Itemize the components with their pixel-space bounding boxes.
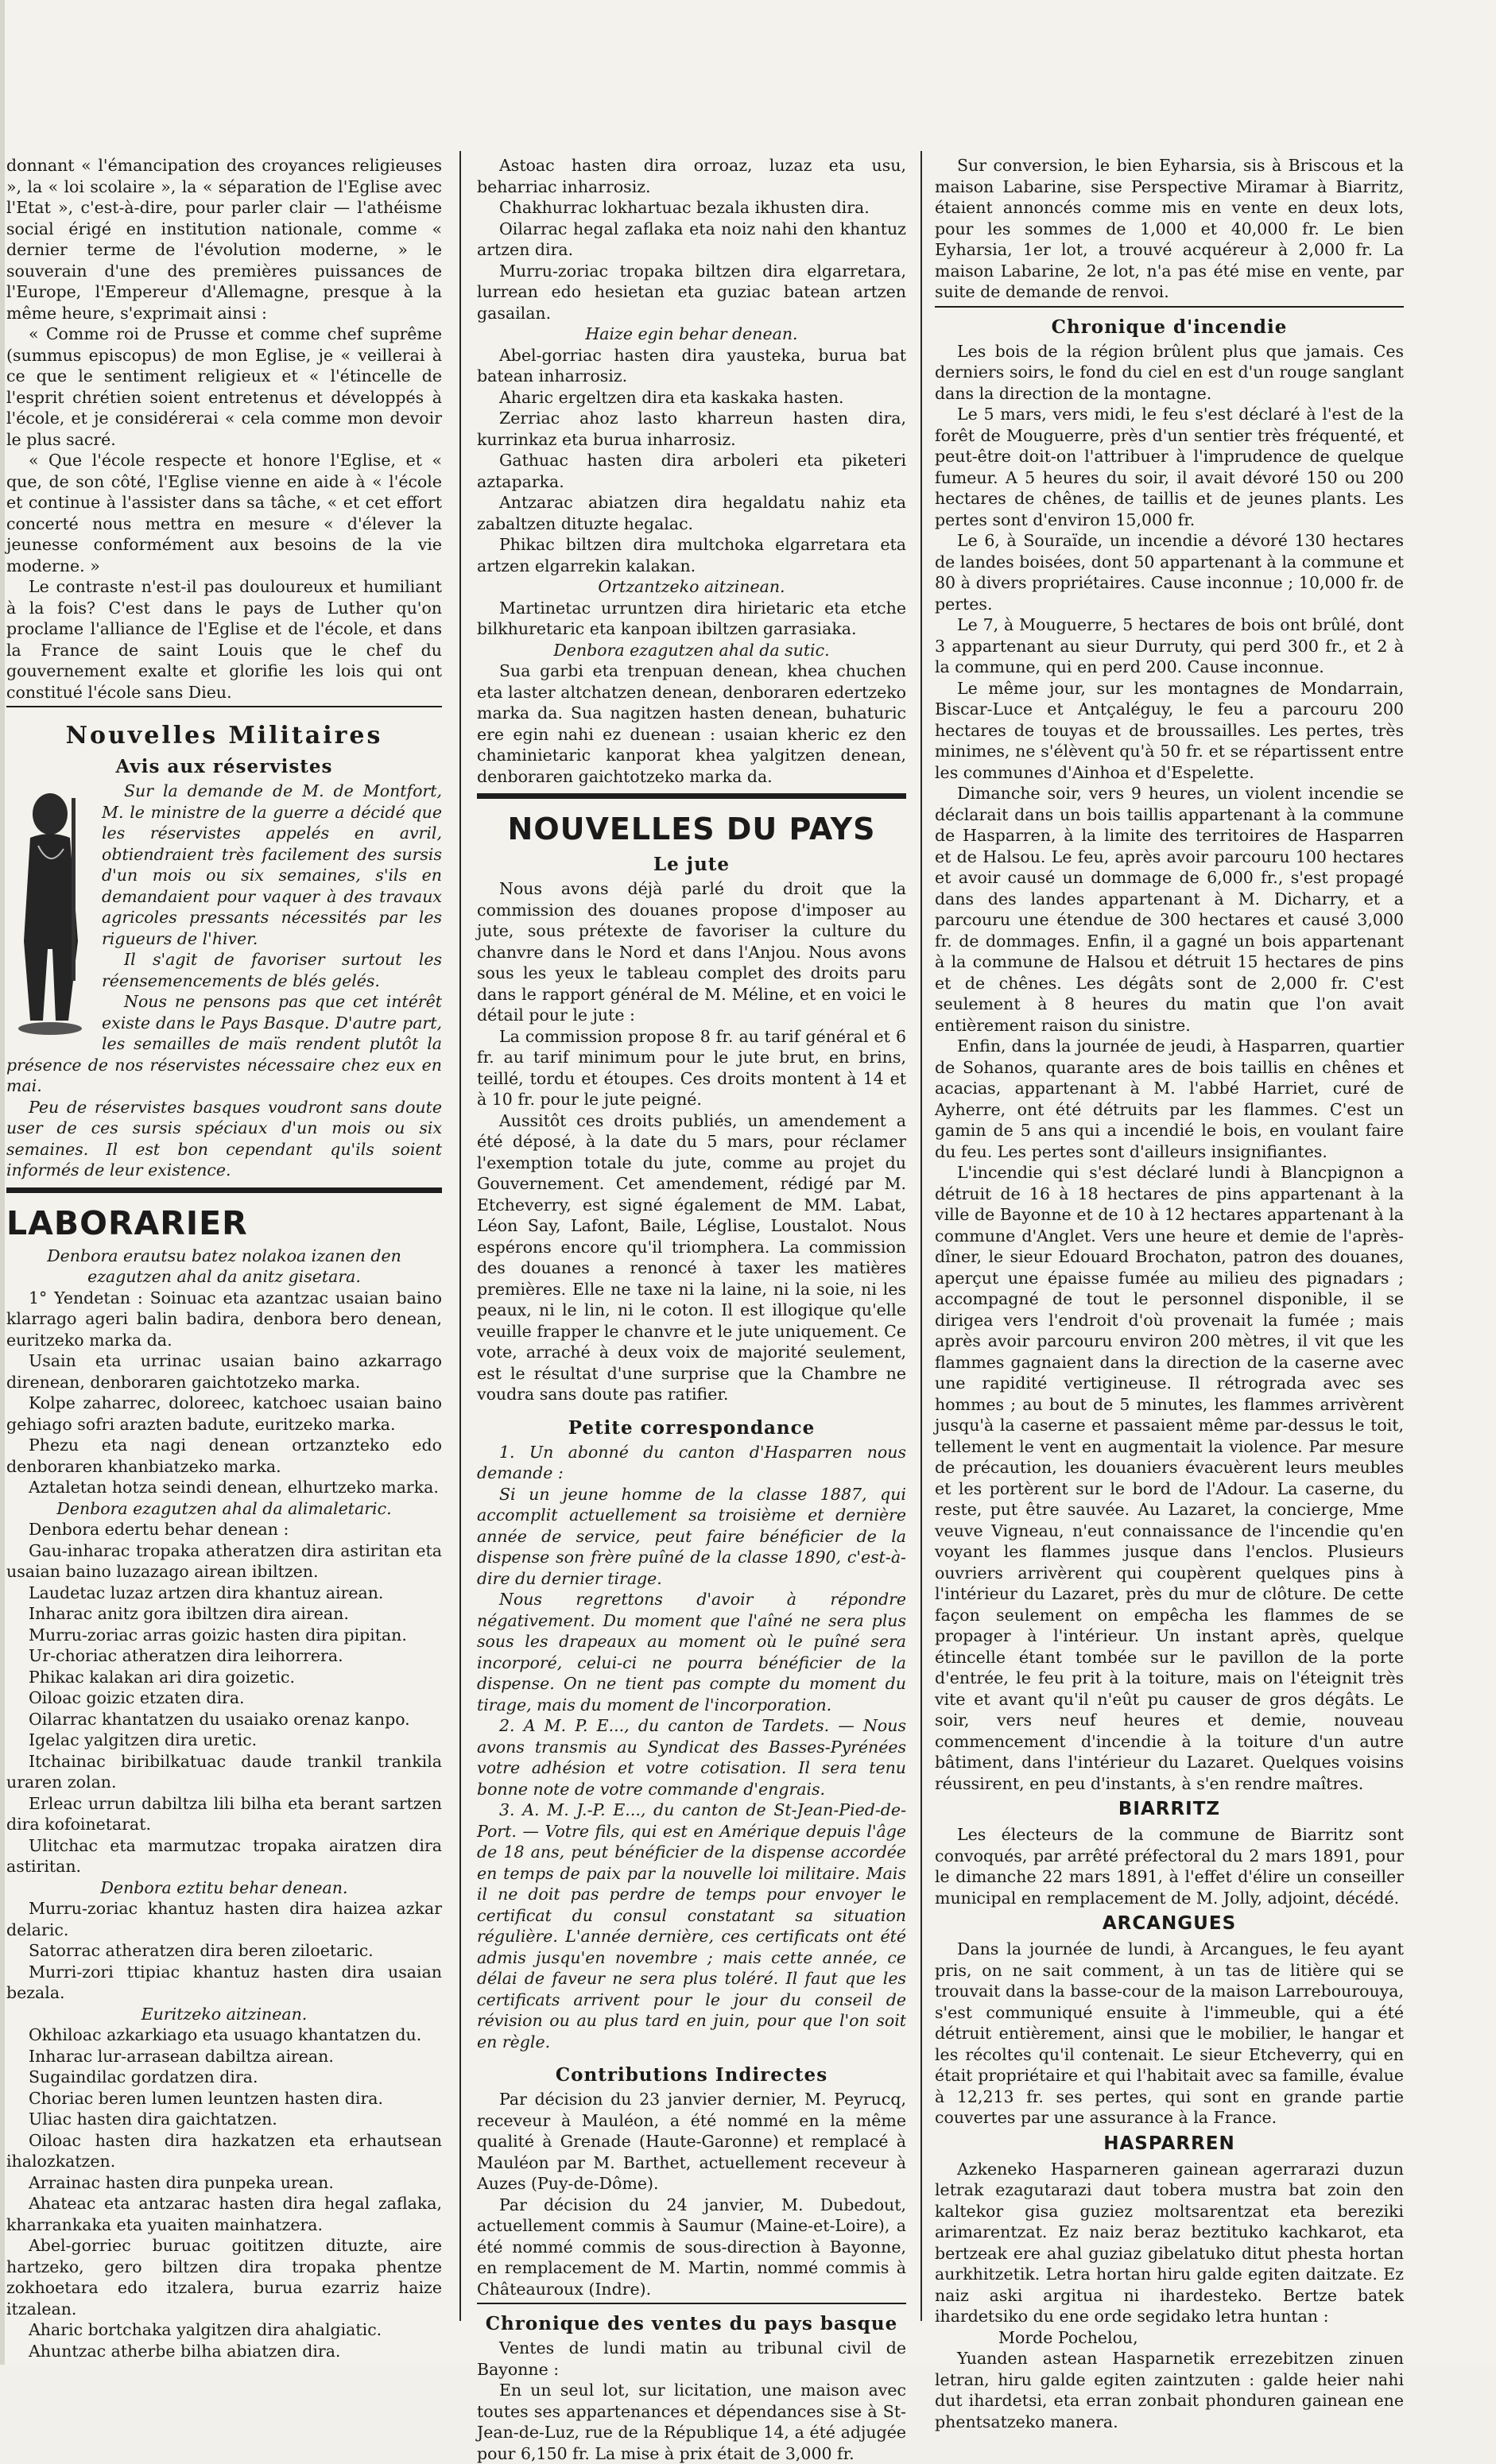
paragraph: Itchainac biribilkatuac daude trankil trankila uraren zolan. (6, 1751, 442, 1792)
paragraph: Abel-gorriac hasten dira yausteka, burua bat batean inharrosiz. (477, 345, 906, 385)
section-title-laborarier: LABORARIER (6, 1203, 248, 1242)
paragraph: Oiloac hasten dira hazkatzen eta erhautsean ihalozkatzen. (6, 2130, 442, 2171)
paragraph: Le 6, à Souraïde, un incendie a dévoré 130 hectares de landes boisées, dont 50 appartenant à la commune et 80 à divers propriétaires. Cause inconnue ; 10,000 fr. de pertes. (935, 531, 1404, 614)
paragraph: Ventes de lundi matin au tribunal civil de Bayonne : (477, 2338, 906, 2379)
paragraph: Kolpe zaharrec, doloreec, katchoec usaian baino gehiago sofri arazten badute, euritzeko marka. (6, 1393, 442, 1434)
paragraph: Azkeneko Hasparneren gainean agerrarazi duzun letrak ezagutarazi daut tobera mustra bat zoin den kaltekor gisa guziez moltsarentzat eta bereziki arimarentzat. Ez naiz beraz beztituko kachkarot, eta bertzeak ere ahal guziaz gibelatuko ditut phesta hortan aurkhitzetik. Letra hortan hiru galde egiten daitzate. Ez naiz aski argitua ni ihardesteko. Bertze batek ihardetsiko du ene orde segidako letra huntan : (935, 2159, 1404, 2326)
contributions-article (477, 2089, 906, 2299)
paragraph: Sugaindilac gordatzen dira. (29, 2067, 258, 2086)
subheading: Ortzantzeko aitzinean. (598, 577, 785, 596)
paragraph: Aharic ergeltzen dira eta kaskaka hasten. (499, 387, 844, 407)
column-3 (935, 155, 1404, 2431)
jute-article (477, 878, 906, 1405)
paragraph: Sur la demande de M. de Montfort, M. le ministre de la guerre a décidé que les réservistes appelés en avril, obtiendraient très facilement des sursis d'un mois ou six semaines, s'ils en demandaient pour vaquer à des travaux agricoles pressants nécessités par les rigueurs de l'hiver. (102, 781, 442, 948)
section-title-militaires: Nouvelles Militaires (65, 722, 383, 750)
laborarier-continued (477, 155, 906, 787)
paragraph: Murru-zoriac khantuz hasten dira haizea azkar delaric. (6, 1899, 442, 1939)
salutation: Morde Pochelou, (998, 2327, 1138, 2347)
paragraph: Ahuntzac atherbe bilha abiatzen dira. (29, 2341, 341, 2361)
paragraph: Dans la journée de lundi, à Arcangues, le feu ayant pris, on ne sait comment, à un tas de litière qui se trouvait dans la basse-cour de la maison Larrebourouya, s'est communiqué ensuite à l'immeuble, qui a été détruit entièrement, ainsi que le mobilier, le hangar et les récoltes qu'il contenait. Le sieur Etcheverry, qui en était propriétaire et qui l'habitait avec sa famille, évalue à 12,213 fr. ses pertes, qui sont en grande partie couvertes par une assurance à la France. (935, 1939, 1404, 2127)
paragraph: Dimanche soir, vers 9 heures, un violent incendie se déclarait dans un bois taillis appartenant à la commune de Hasparren, à la limite des territoires de Hasparren et de Halsou. Le feu, après avoir parcouru 100 hectares et avoir causé un dommage de 6,000 fr., s'est propagé dans des landes appartenant à M. Dicharry, et a parcouru une étendue de 300 hectares et causé 3,000 fr. de dommages. Enfin, il a gagné un bois appartenant à la commune de Halsou et détruit 15 hectares de pins et de chênes. Les dégâts sont de 2,000 fr. C'est seulement à 8 heures du matin que l'on avait entièrement raison du sinistre. (935, 784, 1404, 1035)
paragraph: 1. Un abonné du canton d'Hasparren nous demande : (477, 1442, 906, 1482)
laborarier-article (6, 1246, 442, 2362)
paragraph: Igelac yalgitzen dira uretic. (29, 1730, 258, 1749)
paragraph: Sua garbi eta trenpuan denean, khea chuchen eta laster altchatzen denean, denboraren edertzeko marka da. Sua nagitzen hasten denean, buhaturic ere egin nahi ez duenean : usaian kheric ez den chaminietaric kanporat khea yalgitzen denean, denboraren gaichtotzeko marka da. (477, 661, 906, 786)
divider (477, 793, 906, 799)
paragraph: Martinetac urruntzen dira hirietaric eta etche bilkhuretaric eta kanpoan ibiltzen garrasiaka. (477, 598, 906, 638)
avis-article (6, 781, 442, 1181)
page-edge (0, 0, 5, 2365)
paragraph: En un seul lot, sur licitation, une maison avec toutes ses appartenances et dépendances sise à St-Jean-de-Luz, rue de la République 14, a été adjugée pour 6,150 fr. La mise à prix était de 3,000 fr. (477, 2381, 906, 2463)
subheading: Euritzeko aitzinean. (141, 2004, 308, 2024)
paragraph: Les électeurs de la commune de Biarritz sont convoqués, par arrêté préfectoral du 2 mars 1891, pour le dimanche 22 mars 1891, à l'effet d'élire un conseiller municipal en remplacement de M. Jolly, adjoint, décédé. (935, 1825, 1404, 1908)
soldier-illustration-icon (6, 782, 94, 1044)
paragraph: Satorrac atheratzen dira beren ziloetaric. (29, 1941, 374, 1960)
column-rule (920, 151, 922, 2321)
ventes-continued (935, 155, 1404, 303)
paragraph: Zerriac ahoz lasto kharreun hasten dira, kurrinkaz eta burua inharrosiz. (477, 409, 906, 449)
paragraph: Gau-inharac tropaka atheratzen dira astiritan eta usaian baino luzazago airean ibiltzen. (6, 1540, 442, 1581)
divider (477, 2303, 906, 2304)
correspondance-article (477, 1442, 906, 2053)
incendie-article (935, 341, 1404, 1795)
paragraph: Phikac biltzen dira multchoka elgarretara eta artzen elgarrekin kalakan. (477, 535, 906, 575)
subtitle-hasparren: HASPARREN (1103, 2133, 1235, 2154)
paragraph: Murru-zoriac tropaka biltzen dira elgarretara, lurrean edo hesietan eta guziac batean artzen gasailan. (477, 261, 906, 323)
paragraph: Aussitôt ces droits publiés, un amendement a été déposé, à la date du 5 mars, pour réclamer l'exemption totale du jute, comme au projet du Gouvernement. Cet amendement, rédigé par M. Etcheverry, est signé également de MM. Labat, Léon Say, Lafont, Baile, Léglise, Loustalot. Nous espérons encore qu'il triomphera. La commission des douanes a renoncé à taxer les matières premières. Elle ne taxe ni la laine, ni la soie, ni les peaux, ni le lin, ni le coton. Il est illogique qu'elle veuille frapper le chanvre et le jute uniquement. Ce vote, arraché à deux voix de majorité seulement, est le résultat d'une surprise que la Chambre ne voudra sans doute pas ratifier. (477, 1110, 906, 1404)
subheading: Denbora erautsu batez nolakoa izanen den ezagutzen ahal da anitz gisetara. (47, 1246, 401, 1286)
paragraph: Laudetac luzaz artzen dira khantuz airean. (29, 1583, 384, 1602)
paragraph: Si un jeune homme de la classe 1887, qui accomplit actuellement sa troisième et dernière année de service, peut faire bénéficier de la dispense son frère puîné de la classe 1890, c'est-à-dire du dernier tirage. (477, 1484, 906, 1588)
subtitle-incendie: Chronique d'incendie (1051, 316, 1288, 338)
paragraph: Chakhurrac lokhartuac bezala ikhusten dira. (499, 198, 870, 217)
paragraph: Nous regrettons d'avoir à répondre négativement. Du moment que l'aîné ne sera plus sous les drapeaux au moment où le puîné sera incorporé, celui-ci ne pourra bénéficier de la dispense. On ne tient pas compte du moment du tirage, mais du moment de l'incorporation. (477, 1590, 906, 1714)
paragraph: Nous avons déjà parlé du droit que la commission des douanes propose d'imposer au jute, sous prétexte de favoriser la culture du chanvre dans le Nord et dans l'Anjou. Nous avons sous les yeux le tableau complet des droits paru dans le rapport général de M. Méline, et en voici le détail pour le jute : (477, 879, 906, 1025)
paragraph: Peu de réservistes basques voudront sans doute user de ces sursis spéciaux d'un mois ou six semaines. Il est bon cependant qu'ils soient informés de leur existence. (6, 1097, 442, 1180)
divider (935, 306, 1404, 308)
paragraph: Gathuac hasten dira arboleri eta piketeri aztaparka. (477, 451, 906, 491)
divider (6, 1187, 442, 1193)
paragraph: Aztaletan hotza seindi denean, elhurtzeko marka. (29, 1478, 439, 1497)
paragraph: Ulitchac eta marmutzac tropaka airatzen dira astiritan. (6, 1835, 442, 1876)
paragraph: Phikac kalakan ari dira goizetic. (29, 1667, 296, 1687)
paragraph: Oiloac goizic etzaten dira. (29, 1688, 245, 1707)
paragraph: Murru-zoriac arras goizic hasten dira pipitan. (29, 1625, 407, 1645)
paragraph: donnant « l'émancipation des croyances religieuses », la « loi scolaire », la « séparation de l'Eglise avec l'Etat », c'est-à-dire, pour parler clair — l'athéisme social érigé en institution nationale, comme « dernier terme de l'évolution moderne, » le souverain d'une des premières puissances de l'Europe, l'Empereur d'Allemagne, presque à la même heure, s'exprimait ainsi : (6, 156, 442, 323)
ventes-article (477, 2338, 906, 2464)
paragraph: « Que l'école respecte et honore l'Eglise, et « que, de son côté, l'Eglise vienne en aide à « l'école et continue à l'assister dans sa tâche, « et cet effort concerté nous mettra en mesure « d'élever la jeunesse conformément aux besoins de la vie moderne. » (6, 451, 442, 575)
paragraph: 1° Yendetan : Soinuac eta azantzac usaian baino klarrago ageri balin badira, denbora bero denean, euritzeko marka da. (6, 1288, 442, 1350)
subheading: Denbora ezagutzen ahal da alimaletaric. (56, 1498, 392, 1518)
paragraph: « Comme roi de Prusse et comme chef suprême (summus episcopus) de mon Eglise, je « veillerai à ce que le sentiment religieux et « l'étincelle de l'esprit chrétien soient entretenus et développés à l'école, et je considérerai « cela comme mon devoir le plus sacré. (6, 324, 442, 449)
paragraph: Denbora edertu behar denean : (29, 1520, 289, 1539)
subtitle-avis: Avis aux réservistes (115, 756, 333, 777)
subtitle-ventes: Chronique des ventes du pays basque (485, 2313, 898, 2334)
paragraph: Choriac beren lumen leuntzen hasten dira. (29, 2088, 383, 2108)
paragraph: Abel-gorriec buruac goititzen dituzte, aire hartzeko, gero biltzen dira tropaka phentze zokhoetara edo itzalera, burua ezarriz haize itzalean. (6, 2236, 442, 2319)
paragraph: Erleac urrun dabiltza lili bilha eta berant sartzen dira kofoinetarat. (6, 1793, 442, 1834)
column-2 (477, 155, 906, 2463)
paragraph: Arrainac hasten dira punpeka urean. (29, 2172, 334, 2192)
paragraph: La commission propose 8 fr. au tarif général et 6 fr. au tarif minimum pour le jute brut, en brins, teillé, tordu et étoupes. Ces droits montent à 14 et à 10 fr. pour le jute peigné. (477, 1026, 906, 1109)
paragraph: Enfin, dans la journée de jeudi, à Hasparren, quartier de Sohanos, quarante ares de bois taillis en chênes et acacias, appartenant à M. l'abbé Harriet, curé de Ayherre, ont été détruits par les flammes. C'est un gamin de 5 ans qui a incendié le bois, en voulant faire du feu. Les pertes sont d'ailleurs insignifiantes. (935, 1036, 1404, 1161)
hasparren-article (935, 2159, 1404, 2433)
subheading: Haize egin behar denean. (585, 324, 798, 343)
paragraph: Inharac lur-arrasean dabiltza airean. (29, 2046, 334, 2066)
paragraph: Astoac hasten dira orroaz, luzaz eta usu, beharriac inharrosiz. (477, 156, 906, 196)
subheading: Denbora eztitu behar denean. (100, 1877, 348, 1897)
paragraph: Aharic bortchaka yalgitzen dira ahalgiatic. (29, 2320, 382, 2339)
paragraph: L'incendie qui s'est déclaré lundi à Blancpignon a détruit de 16 à 18 hectares de pins appartenant à la ville de Bayonne et de 10 à 12 hectares appartenant à la commune d'Anglet. Vers une heure et demie de l'après-dîner, le sieur Edouard Brochaton, patron des douanes, aperçut une épaisse fumée au milieu des pignadars ; accompagné de tout le personnel disponible, il se dirigea vers l'endroit d'où provenait la fumée ; mais après avoir parcouru environ 200 mètres, il vit que les flammes gagnaient dans la direction de la caserne avec une rapidité vertigineuse. Il rétrograda avec ses hommes ; au bout de 5 minutes, les flammes arrivèrent jusqu'à la caserne et passaient même par-dessus le toit, tellement le vent en augmentait la violence. Par mesure de précaution, les douaniers évacuèrent leurs meubles et les portèrent sur le bord de l'Adour. La caserne, du reste, put être sauvée. Au Lazaret, la concierge, Mme veuve Vigneau, n'eut connaissance de l'incendie qu'en voyant les flammes jusque dans l'enclos. Plusieurs ouvriers arrivèrent qui coupèrent quelques pins à l'intérieur du Lazaret, près du mur de clôture. De cette façon seulement on empêcha les flammes de se propager à l'intérieur. Un instant après, quelque étincelle étant tombée sur le pavillon de la porte d'entrée, le feu prit à la toiture, mais on l'éteignit très vite et avant qu'il n'eût pu causer de gros dégâts. Le soir, vers neuf heures et demie, nouveau commencement d'incendie à la toiture d'un autre bâtiment, dans l'intérieur du Lazaret. Quelques voisins réussirent, en peu d'instants, à s'en rendre maîtres. (935, 1163, 1404, 1793)
paragraph: Oilarrac hegal zaflaka eta noiz nahi den khantuz artzen dira. (477, 219, 906, 259)
paragraph: Le 7, à Mouguerre, 5 hectares de bois ont brûlé, dont 3 appartenant au sieur Durruty, qui perd 300 fr., et 2 à la commune, qui en perd 200. Cause inconnue. (935, 615, 1404, 676)
paragraph: Uliac hasten dira gaichtatzen. (29, 2110, 277, 2129)
paragraph: Phezu eta nagi denean ortzanzteko edo denboraren khanbiatzeko marka. (6, 1435, 442, 1476)
paragraph: Par décision du 24 janvier, M. Dubedout, actuellement commis à Saumur (Maine-et-Loire), a été nommé commis de sous-direction à Bayonne, en remplacement de M. Martin, nommé commis à Châteauroux (Indre). (477, 2195, 906, 2299)
subtitle-arcangues: ARCANGUES (1102, 1913, 1237, 1934)
divider (6, 706, 442, 707)
column-1 (6, 155, 442, 2361)
paragraph: Yuanden astean Hasparnetik errezebitzen zinuen letran, hiru galde egiten zaintzuten : galde heier nahi dut ihardetsi, eta erran zonbait phonduren gainean ene phentsatzeko manera. (935, 2349, 1404, 2431)
paragraph: Antzarac abiatzen dira hegaldatu nahiz eta zabaltzen dituzte hegalac. (477, 493, 906, 533)
column-rule (459, 151, 461, 2321)
section-title-pays: NOUVELLES DU PAYS (507, 812, 876, 847)
paragraph: Les bois de la région brûlent plus que jamais. Ces derniers soirs, le fond du ciel en est d'un rouge sanglant dans la direction de la montagne. (935, 341, 1404, 403)
subtitle-contributions: Contributions Indirectes (555, 2064, 828, 2086)
paragraph: Par décision du 23 janvier dernier, M. Peyrucq, receveur à Mauléon, a été nommé en la même qualité à Grenade (Haute-Garonne) et remplacé à Mauléon par M. Barthet, actuellement receveur à Auzes (Puy-de-Dôme). (477, 2090, 906, 2193)
paragraph: 2. A M. P. E..., du canton de Tardets. — Nous avons transmis au Syndicat des Basses-Pyrénées votre adhésion et votre cotisation. Il sera tenu bonne note de votre commande d'engrais. (477, 1716, 906, 1799)
paragraph: Il s'agit de favoriser surtout les réensemencements de blés gelés. (102, 950, 442, 990)
paragraph: Usain eta urrinac usaian baino azkarrago direnean, denboraren gaichtotzeko marka. (6, 1351, 442, 1392)
paragraph: Nous ne pensons pas que cet intérêt existe dans le Pays Basque. D'autre part, les semailles de maïs rendent plutôt la présence de nos réservistes nécessaire chez eux en mai. (6, 992, 442, 1095)
paragraph: Ahateac eta antzarac hasten dira hegal zaflaka, kharrankaka eta yuaiten mainhatzera. (6, 2194, 442, 2234)
paragraph: Le même jour, sur les montagnes de Mondarrain, Biscar-Luce et Antçaléguy, le feu a parcouru 200 hectares de touyas et de broussailles. Les pertes, très minimes, ne s'élèvent qu'à 50 fr. et se répartissent entre les communes d'Ainhoa et d'Espelette. (935, 678, 1404, 782)
arcangues-article (935, 1939, 1404, 2129)
biarritz-article (935, 1824, 1404, 1908)
subtitle-correspondance: Petite correspondance (568, 1416, 816, 1439)
subtitle-jute: Le jute (653, 854, 731, 875)
paragraph: Le 5 mars, vers midi, le feu s'est déclaré à l'est de la forêt de Mouguerre, près d'un sentier très fréquenté, et peut-être doit-on l'attribuer à l'imprudence de quelque fumeur. A 5 heures du soir, il avait dévoré 150 ou 200 hectares de chênes, de taillis et de jeunes plants. Les pertes sont d'environ 15,000 fr. (935, 405, 1404, 529)
paragraph: Oilarrac khantatzen du usaiako orenaz kanpo. (29, 1709, 410, 1729)
subtitle-biarritz: BIARRITZ (1118, 1799, 1221, 1819)
paragraph: Murri-zori ttipiac khantuz hasten dira usaian bezala. (6, 1962, 442, 2002)
intro-article (6, 155, 442, 703)
paragraph: Le contraste n'est-il pas douloureux et humiliant à la fois? C'est dans le pays de Luther qu'on proclame l'alliance de l'Eglise et de l'école, et dans la France de saint Louis que le chef du gouvernement exalte et glorifie les lois qui ont constitué l'école sans Dieu. (6, 577, 442, 702)
paragraph: Ur-choriac atheratzen dira leihorrera. (29, 1646, 343, 1665)
paragraph: Okhiloac azkarkiago eta usuago khantatzen du. (29, 2025, 422, 2044)
paragraph: Sur conversion, le bien Eyharsia, sis à Briscous et la maison Labarine, sise Perspective Miramar à Biarritz, étaient annoncés comme mis en vente en deux lots, pour les sommes de 1,000 et 40,000 fr. Le bien Eyharsia, 1er lot, a trouvé acquéreur à 2,000 fr. La maison Labarine, 2e lot, n'a pas été mise en vente, par suite de demande de renvoi. (935, 156, 1404, 301)
subheading: Denbora ezagutzen ahal da sutic. (553, 640, 830, 660)
paragraph: 3. A. M. J.-P. E..., du canton de St-Jean-Pied-de-Port. — Votre fils, qui est en Amérique depuis l'âge de 18 ans, peut bénéficier de la dispense accordée en temps de paix par la nouvelle loi militaire. Mais il ne doit pas perdre de temps pour envoyer le certificat du consul constatant sa situation régulière. L'année dernière, ces certificats ont été admis jusqu'en novembre ; mais cette année, ce délai de faveur ne sera plus toléré. Il faut que les certificats arrivent pour le jour du conseil de révision ou au plus tard en juin, pour que l'on soit en règle. (477, 1800, 906, 2051)
paragraph: Inharac anitz gora ibiltzen dira airean. (29, 1604, 349, 1623)
